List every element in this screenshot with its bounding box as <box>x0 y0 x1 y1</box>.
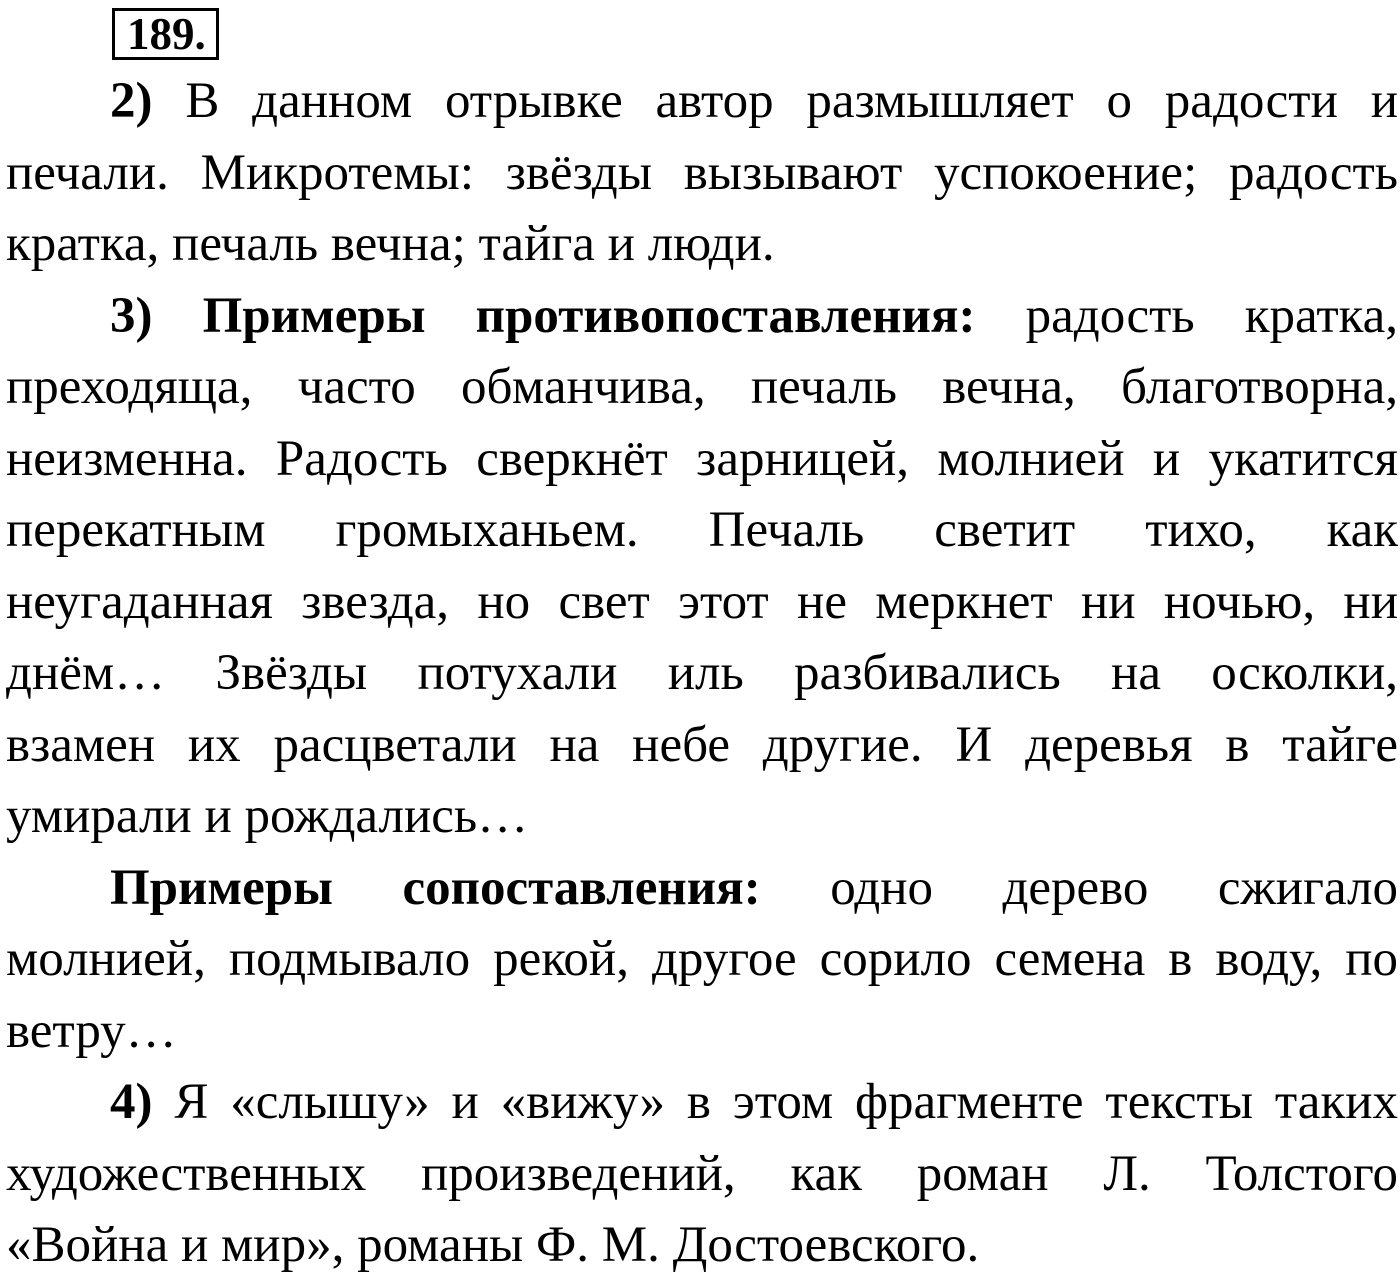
text-line: молнией, подмывало рекой, другое сорило семена в воду, по <box>6 931 1398 987</box>
text-line: неизменна. Радость сверкнёт зарницей, молнией и укатится <box>6 430 1398 487</box>
text-line: «Война и мир», романы Ф. М. Достоевского. <box>6 1217 980 1273</box>
text-line: взамен их расцветали на небе другие. И деревья в тайге <box>6 716 1398 773</box>
item-marker: 2) <box>110 73 153 129</box>
text-line: 4) Я «слышу» и «вижу» в этом фрагменте тексты таких <box>110 1074 1399 1130</box>
paragraph-4 <box>6 1067 1398 1282</box>
paragraph-2 <box>6 66 1398 281</box>
text-line: кратка, печаль вечна; тайга и люди. <box>6 216 775 272</box>
text-line: художественных произведений, как роман Л. Толстого <box>6 1145 1398 1202</box>
text-line: 2) В данном отрывке автор размышляет о радости и <box>110 73 1398 129</box>
text-line: неугаданная звезда, но свет этот не меркнет ни ночью, ни <box>6 573 1398 630</box>
text-line: 3) Примеры противопоставления: радость кратка, <box>110 287 1399 344</box>
text-line: преходяща, часто обманчива, печаль вечна, благотворна, <box>6 359 1398 415</box>
item-marker: 4) <box>110 1074 153 1130</box>
text-line: ветру… <box>6 1002 177 1059</box>
text-line: печали. Микротемы: звёзды вызывают успокоение; радость <box>6 144 1398 201</box>
text-line: умирали и рождались… <box>6 788 529 844</box>
item-marker: 3) Примеры противопоставления: <box>110 287 976 344</box>
text-line: днём… Звёзды потухали иль разбивались на осколки, <box>6 645 1398 701</box>
paragraph-comparison <box>6 853 1398 1068</box>
text-line: Примеры сопоставления: одно дерево сжигало <box>110 859 1398 916</box>
text-line: перекатным громыханьем. Печаль светит тихо, как <box>6 502 1398 558</box>
task-number-box: 189. <box>112 8 219 60</box>
item-marker: Примеры сопоставления: <box>110 859 761 916</box>
paragraph-3 <box>6 281 1398 853</box>
answer-text <box>6 66 1398 1282</box>
